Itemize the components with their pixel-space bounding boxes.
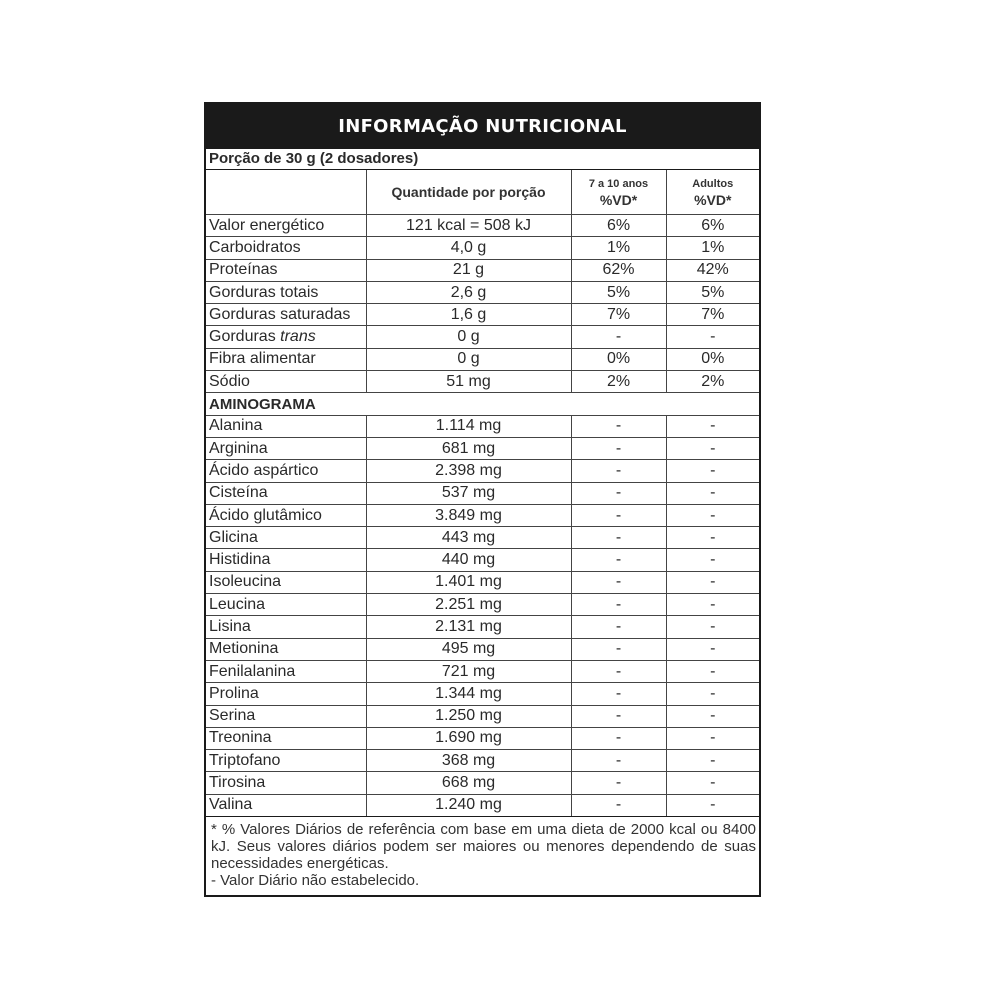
nutrient-name: Cisteína bbox=[206, 482, 366, 504]
vd-kids: - bbox=[571, 527, 666, 549]
nutrient-amount-text: 51 mg bbox=[446, 372, 491, 390]
nutrient-amount bbox=[366, 660, 571, 682]
table-row bbox=[206, 571, 759, 593]
nutrient-name-text: Gorduras bbox=[209, 328, 276, 346]
nutrient-name bbox=[206, 326, 366, 348]
nutrient-amount bbox=[366, 437, 571, 459]
table-row bbox=[206, 437, 759, 459]
nutrient-amount-text: 121 kcal = 508 kJ bbox=[406, 216, 531, 234]
vd-adults: 1% bbox=[666, 237, 759, 259]
vd-adults: 2% bbox=[666, 371, 759, 393]
vd-adults: - bbox=[666, 750, 759, 772]
table-row bbox=[206, 348, 759, 370]
table-row bbox=[206, 727, 759, 749]
nutrient-name: Gorduras saturadas bbox=[206, 304, 366, 326]
nutrient-name: Tirosina bbox=[206, 772, 366, 794]
nutrient-name-italic: trans bbox=[280, 328, 316, 346]
vd-kids: - bbox=[571, 772, 666, 794]
vd-adults: - bbox=[666, 460, 759, 482]
vd-adults: - bbox=[666, 727, 759, 749]
nutrient-name: Isoleucina bbox=[206, 571, 366, 593]
nutrient-amount bbox=[366, 638, 571, 660]
header-kids-vd: %VD* bbox=[599, 192, 638, 208]
nutrient-amount-text: 0 g bbox=[457, 328, 480, 346]
vd-adults: - bbox=[666, 326, 759, 348]
nutrient-name: Valina bbox=[206, 794, 366, 816]
table-header bbox=[206, 170, 759, 215]
nutrient-name: Proteínas bbox=[206, 259, 366, 281]
vd-adults: - bbox=[666, 794, 759, 816]
nutrient-amount-text: 1.250 mg bbox=[435, 707, 502, 725]
nutrient-name: Leucina bbox=[206, 594, 366, 616]
nutrient-amount-text: 21 g bbox=[452, 261, 485, 279]
nutrient-amount-text: 1,6 g bbox=[450, 305, 487, 323]
nutrient-amount bbox=[366, 727, 571, 749]
nutrient-amount bbox=[366, 215, 571, 237]
footnote-not-established: - Valor Diário não estabelecido. bbox=[211, 872, 420, 890]
vd-kids: 7% bbox=[571, 304, 666, 326]
header-kids bbox=[571, 170, 666, 215]
nutrient-amount-text: 1.401 mg bbox=[435, 573, 502, 591]
table-row bbox=[206, 527, 759, 549]
table-row bbox=[206, 683, 759, 705]
nutrient-amount bbox=[366, 371, 571, 393]
vd-adults: - bbox=[666, 772, 759, 794]
table-row bbox=[206, 215, 759, 237]
vd-adults: - bbox=[666, 616, 759, 638]
vd-kids: - bbox=[571, 616, 666, 638]
aminogram-title: AMINOGRAMA bbox=[206, 393, 759, 415]
vd-kids: - bbox=[571, 750, 666, 772]
nutrient-amount bbox=[366, 772, 571, 794]
vd-kids: - bbox=[571, 437, 666, 459]
nutrient-amount bbox=[366, 304, 571, 326]
nutrient-amount-text: 4,0 g bbox=[450, 238, 487, 256]
nutrient-name: Ácido glutâmico bbox=[206, 504, 366, 526]
header-adults bbox=[666, 170, 759, 215]
table-row bbox=[206, 594, 759, 616]
header-quantity: Quantidade por porção bbox=[366, 170, 571, 215]
nutrient-amount bbox=[366, 326, 571, 348]
nutrient-name: Histidina bbox=[206, 549, 366, 571]
vd-kids: - bbox=[571, 549, 666, 571]
nutrient-amount bbox=[366, 504, 571, 526]
nutrient-name: Arginina bbox=[206, 437, 366, 459]
nutrient-amount-text: 1.344 mg bbox=[435, 684, 502, 702]
nutrient-amount-text: 2.398 mg bbox=[435, 461, 502, 479]
vd-adults: - bbox=[666, 638, 759, 660]
vd-adults: - bbox=[666, 571, 759, 593]
vd-kids: - bbox=[571, 326, 666, 348]
nutrient-amount bbox=[366, 348, 571, 370]
nutrient-name: Ácido aspártico bbox=[206, 460, 366, 482]
vd-adults: 6% bbox=[666, 215, 759, 237]
nutrient-name: Prolina bbox=[206, 683, 366, 705]
nutrient-amount bbox=[366, 549, 571, 571]
vd-kids: 5% bbox=[571, 281, 666, 303]
vd-adults: 42% bbox=[666, 259, 759, 281]
aminogram-section bbox=[206, 393, 759, 415]
vd-adults: 7% bbox=[666, 304, 759, 326]
header-adults-vd: %VD* bbox=[694, 192, 732, 208]
table-row bbox=[206, 460, 759, 482]
nutrient-amount-text: 2.251 mg bbox=[435, 595, 502, 613]
nutrition-label bbox=[204, 102, 761, 897]
table-row bbox=[206, 794, 759, 816]
nutrient-amount bbox=[366, 482, 571, 504]
header-kids-age: 7 a 10 anos bbox=[588, 178, 649, 190]
vd-adults: - bbox=[666, 594, 759, 616]
nutrient-amount-text: 1.240 mg bbox=[435, 796, 502, 814]
nutrient-amount bbox=[366, 705, 571, 727]
nutrient-amount bbox=[366, 571, 571, 593]
nutrient-name: Treonina bbox=[206, 727, 366, 749]
label-title: INFORMAÇÃO NUTRICIONAL bbox=[206, 104, 759, 149]
footnote bbox=[206, 816, 759, 895]
table-row bbox=[206, 371, 759, 393]
nutrient-name: Carboidratos bbox=[206, 237, 366, 259]
nutrient-amount-text: 443 mg bbox=[441, 528, 496, 546]
nutrient-amount bbox=[366, 594, 571, 616]
table-row bbox=[206, 772, 759, 794]
nutrient-name: Alanina bbox=[206, 415, 366, 437]
nutrient-name: Valor energético bbox=[206, 215, 366, 237]
table-row bbox=[206, 482, 759, 504]
vd-kids: - bbox=[571, 415, 666, 437]
table-row bbox=[206, 638, 759, 660]
nutrient-amount-text: 668 mg bbox=[441, 774, 496, 792]
vd-adults: 0% bbox=[666, 348, 759, 370]
vd-kids: - bbox=[571, 794, 666, 816]
nutrient-name: Lisina bbox=[206, 616, 366, 638]
nutrient-amount-text: 368 mg bbox=[441, 751, 496, 769]
vd-adults: - bbox=[666, 705, 759, 727]
vd-adults: - bbox=[666, 437, 759, 459]
nutrient-amount-text: 537 mg bbox=[441, 484, 496, 502]
nutrient-amount bbox=[366, 616, 571, 638]
vd-adults: - bbox=[666, 549, 759, 571]
table-row bbox=[206, 259, 759, 281]
nutrient-amount-text: 1.114 mg bbox=[435, 417, 502, 435]
vd-kids: - bbox=[571, 683, 666, 705]
nutrient-name: Triptofano bbox=[206, 750, 366, 772]
table-row bbox=[206, 549, 759, 571]
table-row bbox=[206, 237, 759, 259]
nutrient-name: Gorduras totais bbox=[206, 281, 366, 303]
nutrient-amount-text: 1.690 mg bbox=[435, 729, 502, 747]
nutrient-name: Metionina bbox=[206, 638, 366, 660]
nutrient-name: Fenilalanina bbox=[206, 660, 366, 682]
nutrient-amount-text: 2.131 mg bbox=[435, 617, 502, 635]
vd-adults: - bbox=[666, 504, 759, 526]
vd-kids: - bbox=[571, 638, 666, 660]
portion-size: Porção de 30 g (2 dosadores) bbox=[206, 149, 759, 170]
vd-adults: 5% bbox=[666, 281, 759, 303]
nutrient-amount-text: 3.849 mg bbox=[435, 506, 502, 524]
nutrient-amount-text: 0 g bbox=[457, 350, 480, 368]
header-empty bbox=[206, 170, 366, 215]
vd-adults: - bbox=[666, 527, 759, 549]
vd-adults: - bbox=[666, 683, 759, 705]
vd-kids: - bbox=[571, 571, 666, 593]
vd-kids: - bbox=[571, 504, 666, 526]
nutrient-amount-text: 495 mg bbox=[441, 640, 496, 658]
nutrient-amount bbox=[366, 259, 571, 281]
vd-kids: 62% bbox=[571, 259, 666, 281]
nutrient-amount-text: 681 mg bbox=[441, 439, 496, 457]
nutrient-name: Sódio bbox=[206, 371, 366, 393]
table-row bbox=[206, 705, 759, 727]
table-row bbox=[206, 750, 759, 772]
table-row bbox=[206, 304, 759, 326]
vd-kids: 1% bbox=[571, 237, 666, 259]
nutrient-amount bbox=[366, 527, 571, 549]
nutrient-name: Serina bbox=[206, 705, 366, 727]
table-row bbox=[206, 415, 759, 437]
vd-adults: - bbox=[666, 415, 759, 437]
nutrient-amount-text: 2,6 g bbox=[450, 283, 487, 301]
table-row bbox=[206, 660, 759, 682]
nutrient-amount bbox=[366, 794, 571, 816]
table-row bbox=[206, 326, 759, 348]
nutrient-amount bbox=[366, 281, 571, 303]
vd-kids: - bbox=[571, 660, 666, 682]
table-row bbox=[206, 504, 759, 526]
nutrient-amount bbox=[366, 237, 571, 259]
vd-adults: - bbox=[666, 660, 759, 682]
nutrient-name: Glicina bbox=[206, 527, 366, 549]
vd-kids: - bbox=[571, 460, 666, 482]
vd-kids: - bbox=[571, 594, 666, 616]
nutrition-table bbox=[206, 170, 759, 816]
nutrient-name: Fibra alimentar bbox=[206, 348, 366, 370]
vd-kids: 2% bbox=[571, 371, 666, 393]
nutrient-amount bbox=[366, 415, 571, 437]
nutrient-amount-text: 440 mg bbox=[441, 551, 496, 569]
vd-kids: - bbox=[571, 482, 666, 504]
vd-adults: - bbox=[666, 482, 759, 504]
vd-kids: 0% bbox=[571, 348, 666, 370]
footnote-reference: * % Valores Diários de referência com base em uma dieta de 2000 kcal ou 8400 kJ. Seus valores diários podem ser maiores ou menores dependendo de suas necessidades energéticas. bbox=[211, 821, 756, 873]
table-row bbox=[206, 281, 759, 303]
table-row bbox=[206, 616, 759, 638]
vd-kids: - bbox=[571, 705, 666, 727]
nutrient-amount-text: 721 mg bbox=[441, 662, 496, 680]
nutrient-amount bbox=[366, 460, 571, 482]
header-adults-label: Adultos bbox=[692, 178, 734, 190]
nutrient-amount bbox=[366, 750, 571, 772]
nutrient-amount bbox=[366, 683, 571, 705]
vd-kids: 6% bbox=[571, 215, 666, 237]
vd-kids: - bbox=[571, 727, 666, 749]
